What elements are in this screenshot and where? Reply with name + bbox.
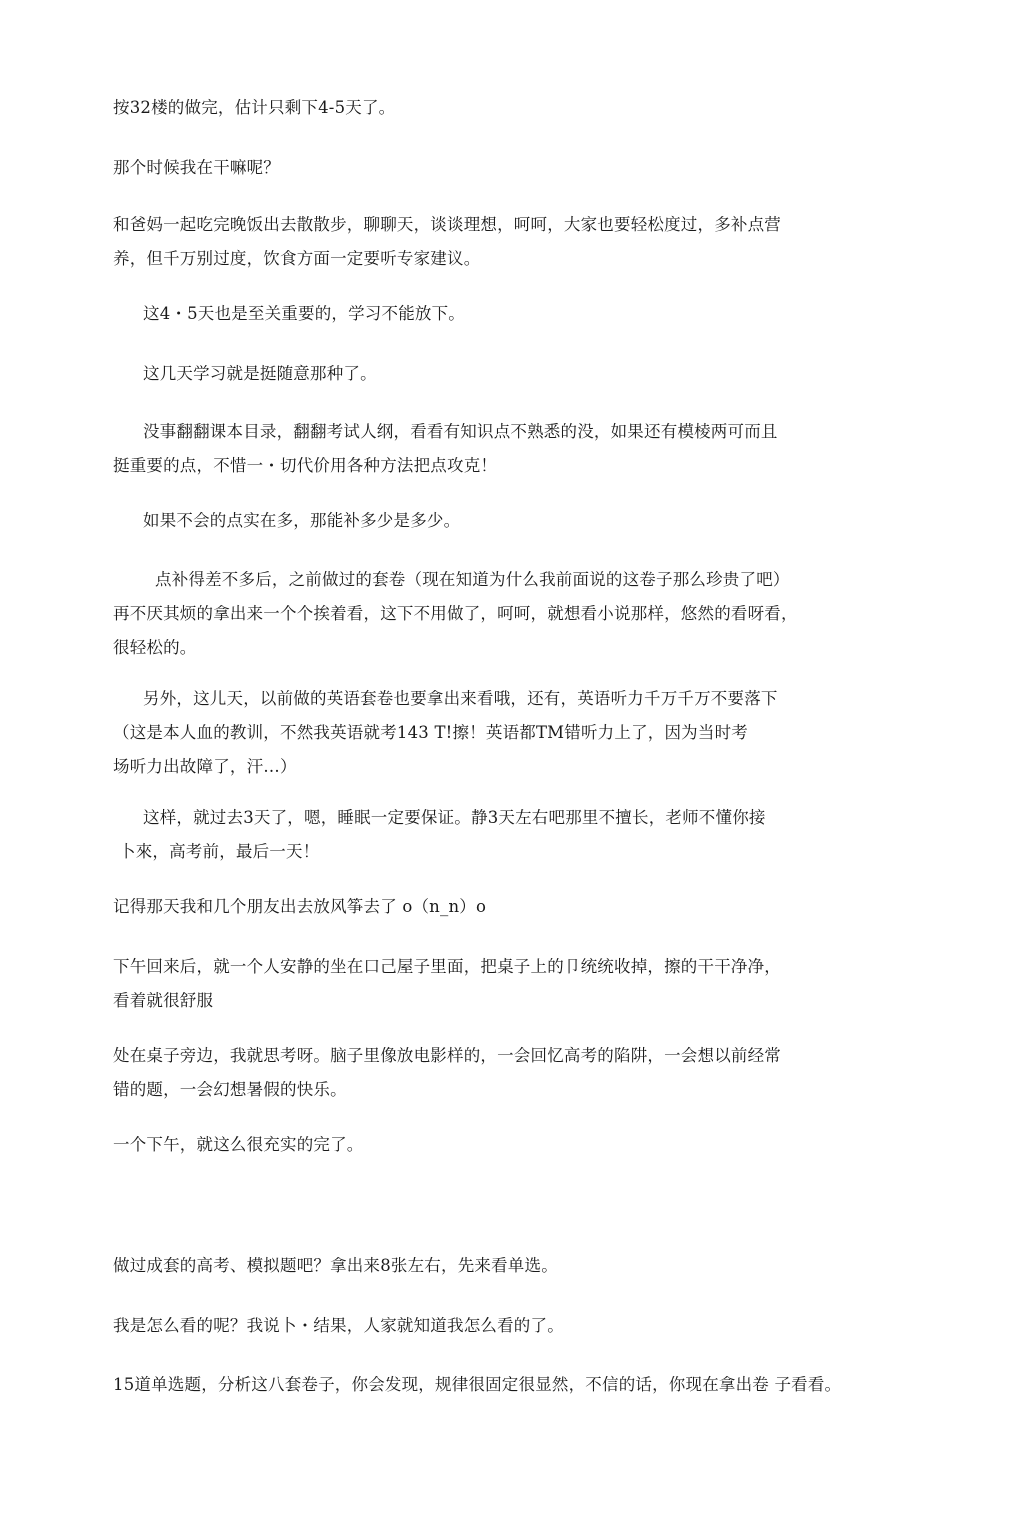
paragraph-10 — [113, 801, 766, 869]
paragraph-9 — [113, 682, 778, 784]
text-line: 处在桌子旁边，我就思考呀。脑子里像放电影样的，一会回忆高考的陷阱，一会想以前经常 — [113, 1046, 781, 1065]
paragraph-12 — [113, 950, 781, 1018]
text-line: 另外，这儿天，以前做的英语套卷也要拿出来看哦，还有，英语听力千万千万不要落下 — [143, 689, 778, 708]
text-line: 如果不会的点实在多，那能补多少是多少。 — [143, 511, 461, 530]
paragraph-7 — [143, 504, 460, 538]
text-line: 这样，就过去3天了，嗯，睡眠一定要保证。静3天左右吧那里不擅长，老师不懂你接 — [143, 808, 766, 827]
paragraph-17 — [113, 1368, 841, 1402]
paragraph-11 — [113, 890, 486, 924]
text-line: 这4・5天也是至关重要的，学习不能放下。 — [143, 304, 465, 323]
text-line: 做过成套的高考、模拟题吧？拿出来8张左右，先来看单选。 — [113, 1256, 558, 1275]
text-line: 卜來，高考前，最后一天！ — [119, 842, 320, 861]
paragraph-15 — [113, 1249, 558, 1283]
text-line: 记得那天我和几个朋友出去放风筝去了 o（n_n）o — [113, 897, 487, 916]
paragraph-1 — [113, 91, 395, 125]
text-line: 错的题，一会幻想暑假的快乐。 — [113, 1080, 347, 1099]
text-line: 挺重要的点，不惜一・切代价用各种方法把点攻克！ — [113, 456, 498, 475]
text-line: 很轻松的。 — [113, 638, 197, 657]
text-line: 15道单选题，分析这八套卷子，你会发现，规律很固定很显然，不信的话，你现在拿出卷 子看看。 — [113, 1375, 842, 1394]
text-line: 没事翻翻课本目录，翻翻考试人纲，看看有知识点不熟悉的没，如果还有模棱两可而且 — [143, 422, 778, 441]
text-line: 看着就很舒服 — [113, 991, 214, 1010]
paragraph-4 — [143, 297, 465, 331]
text-line: 下午回来后，就一个人安静的坐在口己屋子里面，把桌子上的卩统统收掉，擦的干干净净， — [113, 957, 781, 976]
text-line: 再不厌其烦的拿出来一个个挨着看，这下不用做了，呵呵，就想看小说那样，悠然的看呀看， — [113, 604, 798, 623]
text-line: 点补得差不多后，之前做过的套卷（现在知道为什么我前面说的这卷子那么珍贵了吧） — [155, 570, 790, 589]
paragraph-3 — [113, 208, 781, 276]
text-line: 场听力出故障了，汗…） — [113, 757, 297, 776]
paragraph-6 — [113, 415, 778, 483]
text-line: 和爸妈一起吃完晚饭出去散散步，聊聊天，谈谈理想，呵呵，大家也要轻松度过，多补点营 — [113, 215, 781, 234]
paragraph-8 — [113, 563, 798, 665]
text-line: 我是怎么看的呢？我说卜・结果，人家就知道我怎么看的了。 — [113, 1316, 564, 1335]
paragraph-14 — [113, 1128, 364, 1162]
paragraph-16 — [113, 1309, 564, 1343]
paragraph-2 — [113, 151, 280, 185]
paragraph-13 — [113, 1039, 781, 1107]
text-line: 这几天学习就是挺随意那种了。 — [143, 364, 377, 383]
text-line: 那个时候我在干嘛呢？ — [113, 158, 280, 177]
text-line: 一个下午，就这么很充实的完了。 — [113, 1135, 364, 1154]
text-line: 养，但千万别过度，饮食方面一定要听专家建议。 — [113, 249, 481, 268]
paragraph-5 — [143, 357, 377, 391]
text-line: 按32楼的做完，估计只剩下4-5天了。 — [113, 98, 396, 117]
text-line: （这是本人血的教训，不然我英语就考143 T!擦！英语都TM错听力上了，因为当时考 — [113, 723, 748, 742]
